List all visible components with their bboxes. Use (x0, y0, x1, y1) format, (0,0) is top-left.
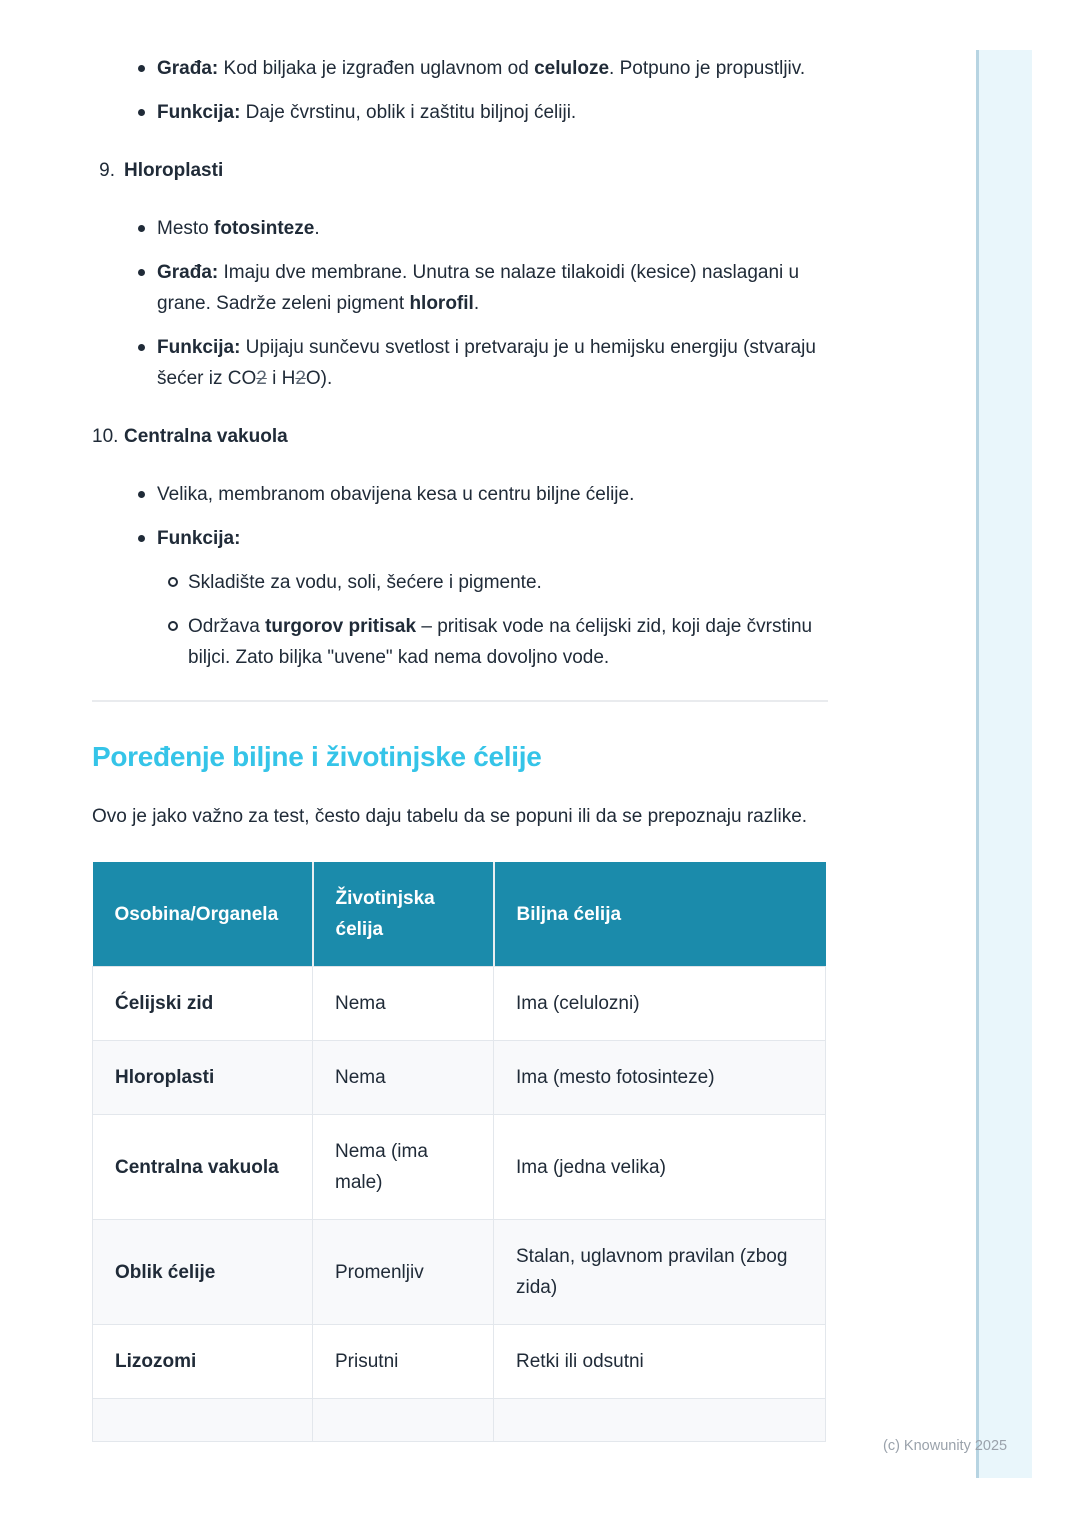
text-segment: celuloze (534, 58, 610, 79)
bullet-text (157, 484, 634, 505)
text-segment: fotosinteze (214, 218, 315, 239)
list-item (92, 213, 828, 244)
comparison-intro-paragraph: Ovo je jako važno za test, često daju tabelu da se popuni ili da se prepoznaju razlike. (92, 806, 808, 827)
cell-wall-bullet-list (92, 53, 828, 128)
text-segment: Kod biljaka je izgrađen uglavnom od (218, 58, 535, 79)
text-segment: Održava (188, 616, 266, 637)
funkcija-sub-list (92, 567, 828, 673)
section-number: 10. (92, 426, 119, 447)
table-row (93, 1220, 826, 1325)
cell-animal: Nema (313, 967, 494, 1041)
cell-plant: Ima (celulozni) (494, 967, 826, 1041)
cell-plant: Retki ili odsutni (494, 1325, 826, 1399)
column-header-feature: Osobina/Organela (93, 862, 313, 967)
cell-plant (494, 1399, 826, 1442)
cell-animal: Promenljiv (313, 1220, 494, 1325)
text-segment: 2 (256, 368, 267, 389)
list-item (92, 523, 828, 554)
table-row (93, 1325, 826, 1399)
comparison-heading: Poređenje biljne i životinjske ćelije (92, 741, 542, 772)
section-header-hloroplasti (92, 155, 828, 186)
column-header-animal-cell: Životinjska ćelija (313, 862, 494, 967)
text-segment: – pritisak vode na ćelijski zid, koji daje čvrstinu biljci. Zato biljka "uvene" kad nema dovoljno vode. (188, 616, 813, 668)
text-segment: . Potpuno je propustljiv. (609, 58, 806, 79)
knowunity-watermark: (c) Knowunity 2025 (883, 1438, 1008, 1454)
cell-plant: Ima (jedna velika) (494, 1115, 826, 1220)
cell-plant: Ima (mesto fotosinteze) (494, 1041, 826, 1115)
text-segment: . (314, 218, 320, 239)
text-segment: Mesto (157, 218, 215, 239)
section-header-centralna-vakuola (92, 421, 828, 452)
text-segment: Skladište za vodu, soli, šećere i pigmente. (188, 572, 542, 593)
section-number: 9. (99, 160, 115, 181)
table-header (93, 862, 826, 967)
cell-feature: Oblik ćelije (93, 1220, 313, 1325)
column-header-plant-cell: Biljna ćelija (494, 862, 826, 967)
document-content (92, 0, 828, 1478)
bullet-text (157, 58, 805, 79)
section-title: Centralna vakuola (124, 426, 288, 447)
list-item (92, 479, 828, 510)
text-segment: hlorofil (409, 293, 474, 314)
bullet-text (188, 572, 542, 593)
bullet-text (157, 528, 240, 549)
cell-plant: Stalan, uglavnom pravilan (zbog zida) (494, 1220, 826, 1325)
text-segment: . (473, 293, 480, 314)
text-segment: Upijaju sunčevu svetlost i pretvaraju je u hemijsku energiju (stvaraju šećer iz CO (157, 337, 816, 389)
cell-animal: Nema (ima male) (313, 1115, 494, 1220)
sub-list-item (157, 567, 828, 598)
table-row (93, 967, 826, 1041)
text-segment: Daje čvrstinu, oblik i zaštitu biljnoj ćeliji. (240, 102, 577, 123)
text-segment: Imaju dve membrane. Unutra se nalaze tilakoidi (kesice) naslagani u grane. Sadrže zeleni pigment (157, 262, 800, 314)
table-row (93, 1041, 826, 1115)
cell-feature: Ćelijski zid (93, 967, 313, 1041)
cell-feature (93, 1399, 313, 1442)
table-body (93, 967, 826, 1442)
text-segment: Funkcija: (157, 337, 241, 358)
cell-animal: Nema (313, 1041, 494, 1115)
section-divider (92, 700, 828, 702)
list-item (92, 97, 828, 128)
cell-feature: Hloroplasti (93, 1041, 313, 1115)
comparison-table (92, 862, 826, 1442)
bullet-text (157, 218, 320, 239)
text-segment: Funkcija: (157, 102, 241, 123)
hloroplasti-bullet-list (92, 213, 828, 394)
cell-animal: Prisutni (313, 1325, 494, 1399)
cell-feature: Lizozomi (93, 1325, 313, 1399)
text-segment: Funkcija: (157, 528, 241, 549)
text-segment: O). (305, 368, 333, 389)
text-segment: 2 (295, 368, 306, 389)
bullet-text (188, 616, 812, 668)
table-row-partial (93, 1399, 826, 1442)
table-header-row (93, 862, 826, 967)
list-item (92, 332, 828, 394)
bullet-text (157, 337, 816, 389)
text-segment: Građa: (157, 262, 219, 283)
text-segment: turgorov pritisak (265, 616, 417, 637)
centralna-vakuola-bullet-list (92, 479, 828, 554)
page-edge-strip (976, 50, 1032, 1478)
text-segment: Građa: (157, 58, 219, 79)
table-row (93, 1115, 826, 1220)
section-title: Hloroplasti (124, 160, 224, 181)
sub-list-item (157, 611, 828, 673)
list-item (92, 257, 828, 319)
cell-animal (313, 1399, 494, 1442)
text-segment: i H (266, 368, 296, 389)
cell-feature: Centralna vakuola (93, 1115, 313, 1220)
bullet-text (157, 102, 576, 123)
list-item (92, 53, 828, 84)
bullet-text (157, 262, 799, 314)
text-segment: Velika, membranom obavijena kesa u centru biljne ćelije. (157, 484, 635, 505)
